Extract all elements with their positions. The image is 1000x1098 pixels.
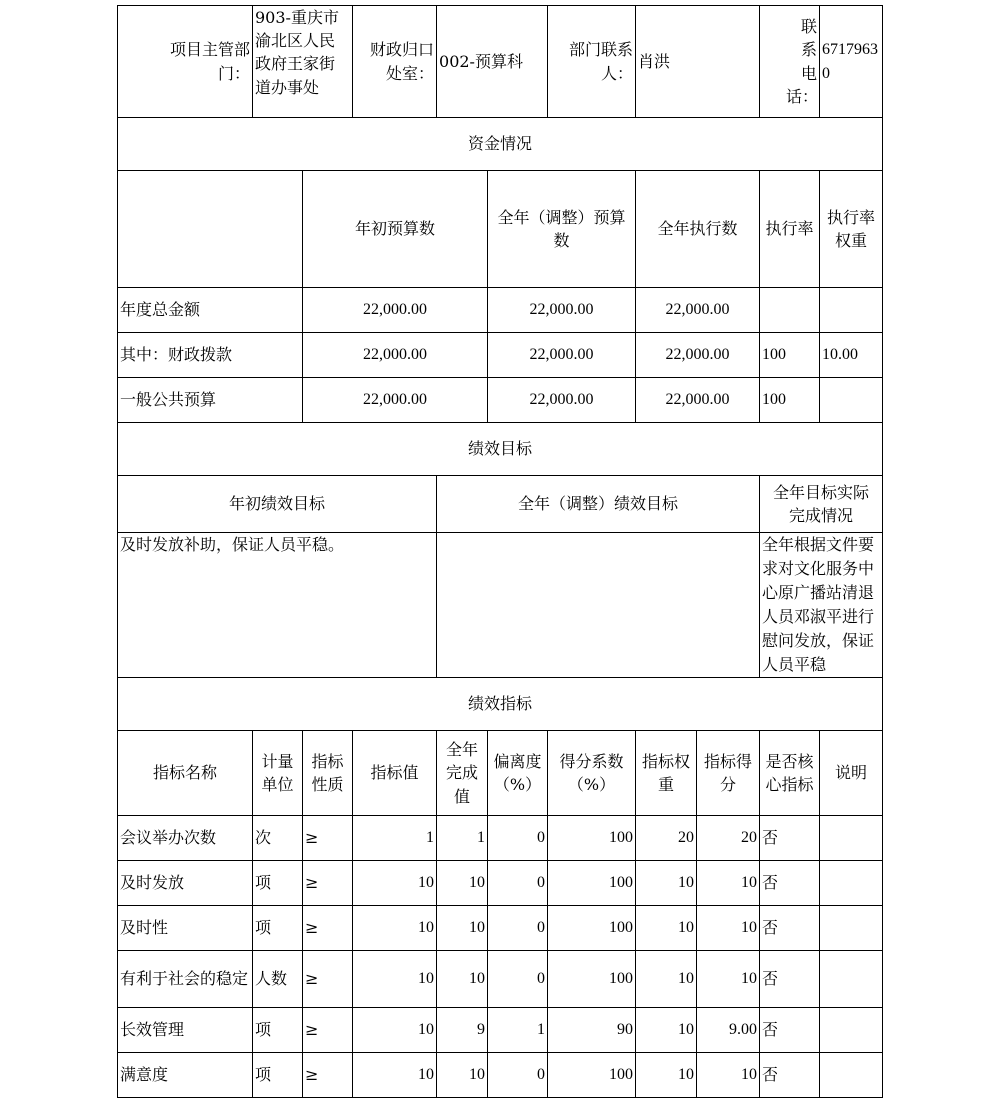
funds-row-weight: 10.00	[820, 332, 883, 377]
goals-actual-text: 全年根据文件要求对文化服务中心原广播站清退人员邓淑平进行慰问发放，保证人员平稳	[760, 532, 883, 677]
ind-target: 10	[353, 1052, 437, 1097]
funds-row-adjusted: 22,000.00	[488, 287, 636, 332]
funds-row-weight	[820, 377, 883, 422]
ind-name: 及时性	[118, 905, 253, 950]
funds-row-label: 其中：财政拨款	[118, 332, 303, 377]
ind-col-score: 指标得分	[697, 730, 760, 815]
ind-unit: 项	[253, 905, 303, 950]
funds-col-weight: 执行率权重	[820, 171, 883, 288]
ind-score: 10	[697, 950, 760, 1007]
ind-deviation: 0	[488, 905, 548, 950]
ind-score: 9.00	[697, 1007, 760, 1052]
contact-label: 部门联系人：	[548, 6, 636, 118]
funds-row-executed: 22,000.00	[636, 332, 760, 377]
goals-col-initial: 年初绩效目标	[118, 475, 437, 532]
ind-coef: 100	[548, 905, 636, 950]
contact-value: 肖洪	[636, 6, 760, 118]
ind-actual: 1	[437, 815, 488, 860]
funds-header-row	[118, 171, 883, 288]
ind-target: 1	[353, 815, 437, 860]
ind-col-actual: 全年完成值	[437, 730, 488, 815]
ind-note	[820, 950, 883, 1007]
dept-value: 903-重庆市渝北区人民政府王家街道办事处	[253, 6, 353, 118]
ind-weight: 10	[636, 1007, 697, 1052]
goals-section-title: 绩效目标	[118, 422, 883, 475]
funds-row-rate: 100	[760, 377, 820, 422]
goals-col-adjusted: 全年（调整）绩效目标	[437, 475, 760, 532]
ind-nature: ≥	[303, 905, 353, 950]
ind-target: 10	[353, 950, 437, 1007]
ind-note	[820, 815, 883, 860]
funds-row-executed: 22,000.00	[636, 287, 760, 332]
ind-target: 10	[353, 905, 437, 950]
goals-section-row	[118, 422, 883, 475]
ind-col-core: 是否核心指标	[760, 730, 820, 815]
funds-section-row	[118, 118, 883, 171]
funds-row-rate: 100	[760, 332, 820, 377]
ind-col-deviation: 偏离度（%）	[488, 730, 548, 815]
indicator-row	[118, 1007, 883, 1052]
ind-unit: 项	[253, 1052, 303, 1097]
ind-core: 否	[760, 1052, 820, 1097]
ind-col-target: 指标值	[353, 730, 437, 815]
finance-value: 002-预算科	[437, 6, 548, 118]
funds-row-initial: 22,000.00	[303, 287, 488, 332]
ind-actual: 10	[437, 860, 488, 905]
ind-target: 10	[353, 1007, 437, 1052]
phone-value: 67179630	[820, 6, 883, 118]
ind-target: 10	[353, 860, 437, 905]
ind-coef: 100	[548, 860, 636, 905]
ind-core: 否	[760, 815, 820, 860]
ind-weight: 10	[636, 1052, 697, 1097]
indicator-row	[118, 905, 883, 950]
indicators-header-row	[118, 730, 883, 815]
ind-core: 否	[760, 860, 820, 905]
indicators-section-title: 绩效指标	[118, 677, 883, 730]
ind-core: 否	[760, 1007, 820, 1052]
funds-row-adjusted: 22,000.00	[488, 377, 636, 422]
ind-score: 10	[697, 860, 760, 905]
ind-weight: 20	[636, 815, 697, 860]
ind-note	[820, 860, 883, 905]
ind-core: 否	[760, 950, 820, 1007]
ind-deviation: 0	[488, 815, 548, 860]
funds-col-initial: 年初预算数	[303, 171, 488, 288]
ind-score: 10	[697, 905, 760, 950]
ind-score: 20	[697, 815, 760, 860]
funds-col-adjusted: 全年（调整）预算数	[488, 171, 636, 288]
ind-actual: 9	[437, 1007, 488, 1052]
funds-row-initial: 22,000.00	[303, 377, 488, 422]
ind-name: 有利于社会的稳定	[118, 950, 253, 1007]
ind-nature: ≥	[303, 1007, 353, 1052]
goals-header-row	[118, 475, 883, 532]
finance-label: 财政归口处室：	[353, 6, 437, 118]
ind-actual: 10	[437, 1052, 488, 1097]
ind-coef: 100	[548, 950, 636, 1007]
goals-adjusted-text	[437, 532, 760, 677]
indicator-row	[118, 950, 883, 1007]
ind-coef: 100	[548, 815, 636, 860]
ind-actual: 10	[437, 905, 488, 950]
ind-weight: 10	[636, 905, 697, 950]
funds-row-weight	[820, 287, 883, 332]
funds-row	[118, 377, 883, 422]
indicator-row	[118, 1052, 883, 1097]
ind-nature: ≥	[303, 815, 353, 860]
dept-label: 项目主管部门：	[118, 6, 253, 118]
ind-unit: 次	[253, 815, 303, 860]
funds-col-executed: 全年执行数	[636, 171, 760, 288]
ind-note	[820, 1052, 883, 1097]
ind-name: 满意度	[118, 1052, 253, 1097]
indicators-section-row	[118, 677, 883, 730]
ind-nature: ≥	[303, 950, 353, 1007]
funds-row-executed: 22,000.00	[636, 377, 760, 422]
ind-name: 及时发放	[118, 860, 253, 905]
ind-deviation: 0	[488, 1052, 548, 1097]
ind-col-weight: 指标权重	[636, 730, 697, 815]
performance-table	[117, 5, 883, 1098]
funds-row-initial: 22,000.00	[303, 332, 488, 377]
funds-row	[118, 332, 883, 377]
ind-name: 会议举办次数	[118, 815, 253, 860]
phone-label: 联系电话：	[760, 6, 820, 118]
ind-core: 否	[760, 905, 820, 950]
ind-unit: 项	[253, 1007, 303, 1052]
ind-name: 长效管理	[118, 1007, 253, 1052]
indicator-row	[118, 815, 883, 860]
ind-score: 10	[697, 1052, 760, 1097]
ind-unit: 人数	[253, 950, 303, 1007]
funds-row	[118, 287, 883, 332]
ind-actual: 10	[437, 950, 488, 1007]
ind-col-name: 指标名称	[118, 730, 253, 815]
ind-weight: 10	[636, 860, 697, 905]
funds-section-title: 资金情况	[118, 118, 883, 171]
funds-header-blank	[118, 171, 303, 288]
ind-coef: 90	[548, 1007, 636, 1052]
header-row	[118, 6, 883, 118]
goals-col-actual: 全年目标实际完成情况	[760, 475, 883, 532]
ind-col-note: 说明	[820, 730, 883, 815]
ind-col-coef: 得分系数（%）	[548, 730, 636, 815]
goals-initial-text: 及时发放补助，保证人员平稳。	[118, 532, 437, 677]
ind-nature: ≥	[303, 860, 353, 905]
ind-deviation: 1	[488, 1007, 548, 1052]
funds-col-rate: 执行率	[760, 171, 820, 288]
ind-weight: 10	[636, 950, 697, 1007]
ind-col-nature: 指标性质	[303, 730, 353, 815]
goals-content-row	[118, 532, 883, 677]
ind-coef: 100	[548, 1052, 636, 1097]
funds-row-label: 年度总金额	[118, 287, 303, 332]
ind-nature: ≥	[303, 1052, 353, 1097]
ind-deviation: 0	[488, 860, 548, 905]
funds-row-adjusted: 22,000.00	[488, 332, 636, 377]
funds-row-label: 一般公共预算	[118, 377, 303, 422]
ind-note	[820, 1007, 883, 1052]
ind-note	[820, 905, 883, 950]
ind-unit: 项	[253, 860, 303, 905]
indicator-row	[118, 860, 883, 905]
ind-deviation: 0	[488, 950, 548, 1007]
ind-col-unit: 计量单位	[253, 730, 303, 815]
funds-row-rate	[760, 287, 820, 332]
